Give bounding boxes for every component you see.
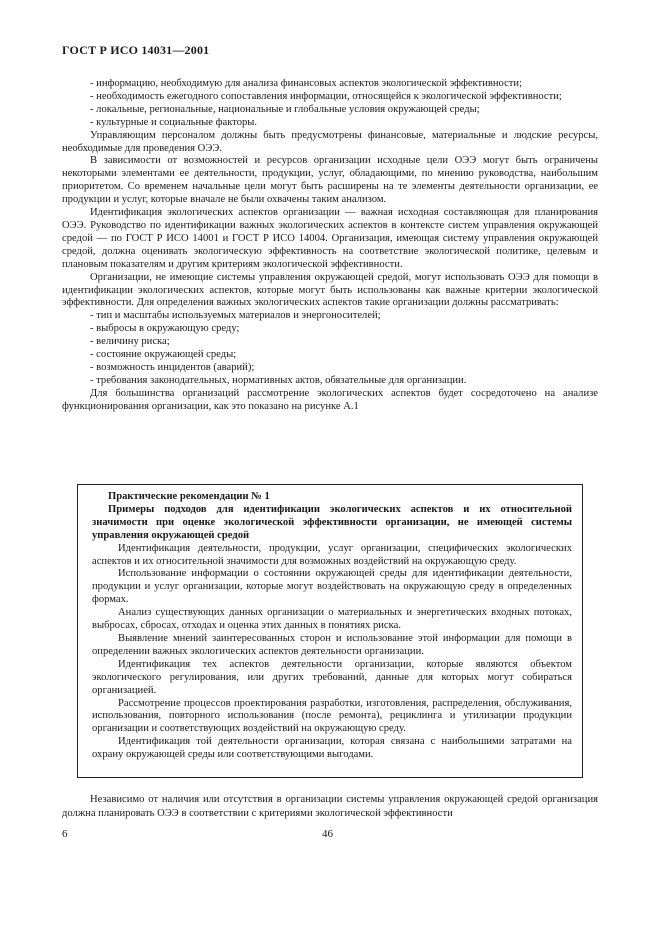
box-item: Анализ существующих данных организации о материальных и энергетических входных потоках, выбросах, сбросах, отходах и оценка этих данных в понятиях риска. <box>92 607 572 632</box>
paragraph: Независимо от наличия или отсутствия в организации системы управления окружающей средой организация должна планировать ОЭЭ в соответствии с критериями экологической эффективности <box>62 794 598 819</box>
page-number-center: 46 <box>322 828 333 840</box>
list-item: - выбросы в окружающую среду; <box>90 323 240 335</box>
box-item: Идентификация деятельности, продукции, услуг организации, специфических экологических аспектов и их относительной значимости для возможных воздействий на окружающую среду. <box>92 542 572 567</box>
list-item: - состояние окружающей среды; <box>90 349 237 361</box>
paragraph: Управляющим персоналом должны быть предусмотрены финансовые, материальные и людские ресурсы, необходимые для проведения ОЭЭ. <box>62 129 598 154</box>
box-item: Использование информации о состоянии окружающей среды для идентификации деятельности, продукции и услуг организации, которые могут воздействовать на окружающую среду в определенных формах. <box>92 568 572 606</box>
list-item: - возможность инцидентов (аварий); <box>90 361 255 373</box>
paragraph: - информацию, необходимую для анализа финансовых аспектов экологической эффективности; <box>90 78 523 89</box>
paragraph: Для большинства организаций рассмотрение экологических аспектов будет сосредоточено на анализе функционирования организации, как это показано на рисунке А.1 <box>62 387 598 412</box>
list-item: - требования законодательных, нормативных актов, обязательные для организации. <box>90 374 467 386</box>
page-number-left: 6 <box>62 828 68 840</box>
paragraph: Идентификация экологических аспектов организации — важная исходная составляющая для планирования ОЭЭ. Руководство по идентификации важных экологических аспектов в контексте систем управления окружающей средой — по ГОСТ Р ИСО 14001 и ГОСТ Р ИСО 14004. Организация, имеющая систему управления окружающей средой, должна оценивать экологическую эффективность на соответствие экологической политике, целевым и плановым показателям и другим критериям экологической эффективности. <box>62 207 598 270</box>
paragraph: Организации, не имеющие системы управления окружающей средой, могут использовать ОЭЭ для помощи в идентификации экологических аспектов, которые могут быть использованы как важные критерии экологической эффективности. Для определения важных экологических аспектов такие организации должны рассматривать: <box>62 271 598 309</box>
box-item: Идентификация той деятельности организации, которая связана с наибольшими затратами на охрану окружающей среды или соответствующими выгодами. <box>92 736 572 761</box>
box-item: Рассмотрение процессов проектирования разработки, изготовления, распределения, обслуживания, использования, повторного использования (после ремонта), рециклинга и утилизации продукции организации и соответствующих воздействий на окружающую среду. <box>92 697 572 735</box>
paragraph: - культурные и социальные факторы. <box>90 116 258 128</box>
paragraph: В зависимости от возможностей и ресурсов организации исходные цели ОЭЭ могут быть ограничены некоторыми элементами ее деятельности, продукции, услуг, обладающими, по мнению руководства, наибольшим приоритетом. Со временем начальные цели могут быть расширены на те элементы деятельности организации, ее продукции и услуг, которые вначале не были охвачены таким анализом. <box>62 155 598 206</box>
list-item: - тип и масштабы используемых материалов и энергоносителей; <box>90 310 381 322</box>
box-subtitle: Примеры подходов для идентификации экологических аспектов и их относительной значимости при оценке экологической эффективности организации, не имеющей системы управления окружающей средой <box>92 503 572 541</box>
box-title: Практические рекомендации № 1 <box>108 491 270 502</box>
paragraph: - локальные, региональные, национальные и глобальные условия окружающей среды; <box>90 103 480 115</box>
recommendation-box <box>77 484 583 778</box>
list-item: - величину риска; <box>90 336 170 348</box>
paragraph: - необходимость ежегодного сопоставления информации, относящейся к экологической эффективности; <box>90 90 562 102</box>
body-top <box>62 78 598 414</box>
document-header: ГОСТ Р ИСО 14031—2001 <box>62 43 210 57</box>
box-item: Выявление мнений заинтересованных сторон и использование этой информации для помощи в определении важных экологических аспектов деятельности организации. <box>92 632 572 657</box>
body-bottom <box>62 793 598 820</box>
box-item: Идентификация тех аспектов деятельности организации, которые являются объектом экологического регулирования, или других требований, данные для которых могут собираться организацией. <box>92 658 572 696</box>
